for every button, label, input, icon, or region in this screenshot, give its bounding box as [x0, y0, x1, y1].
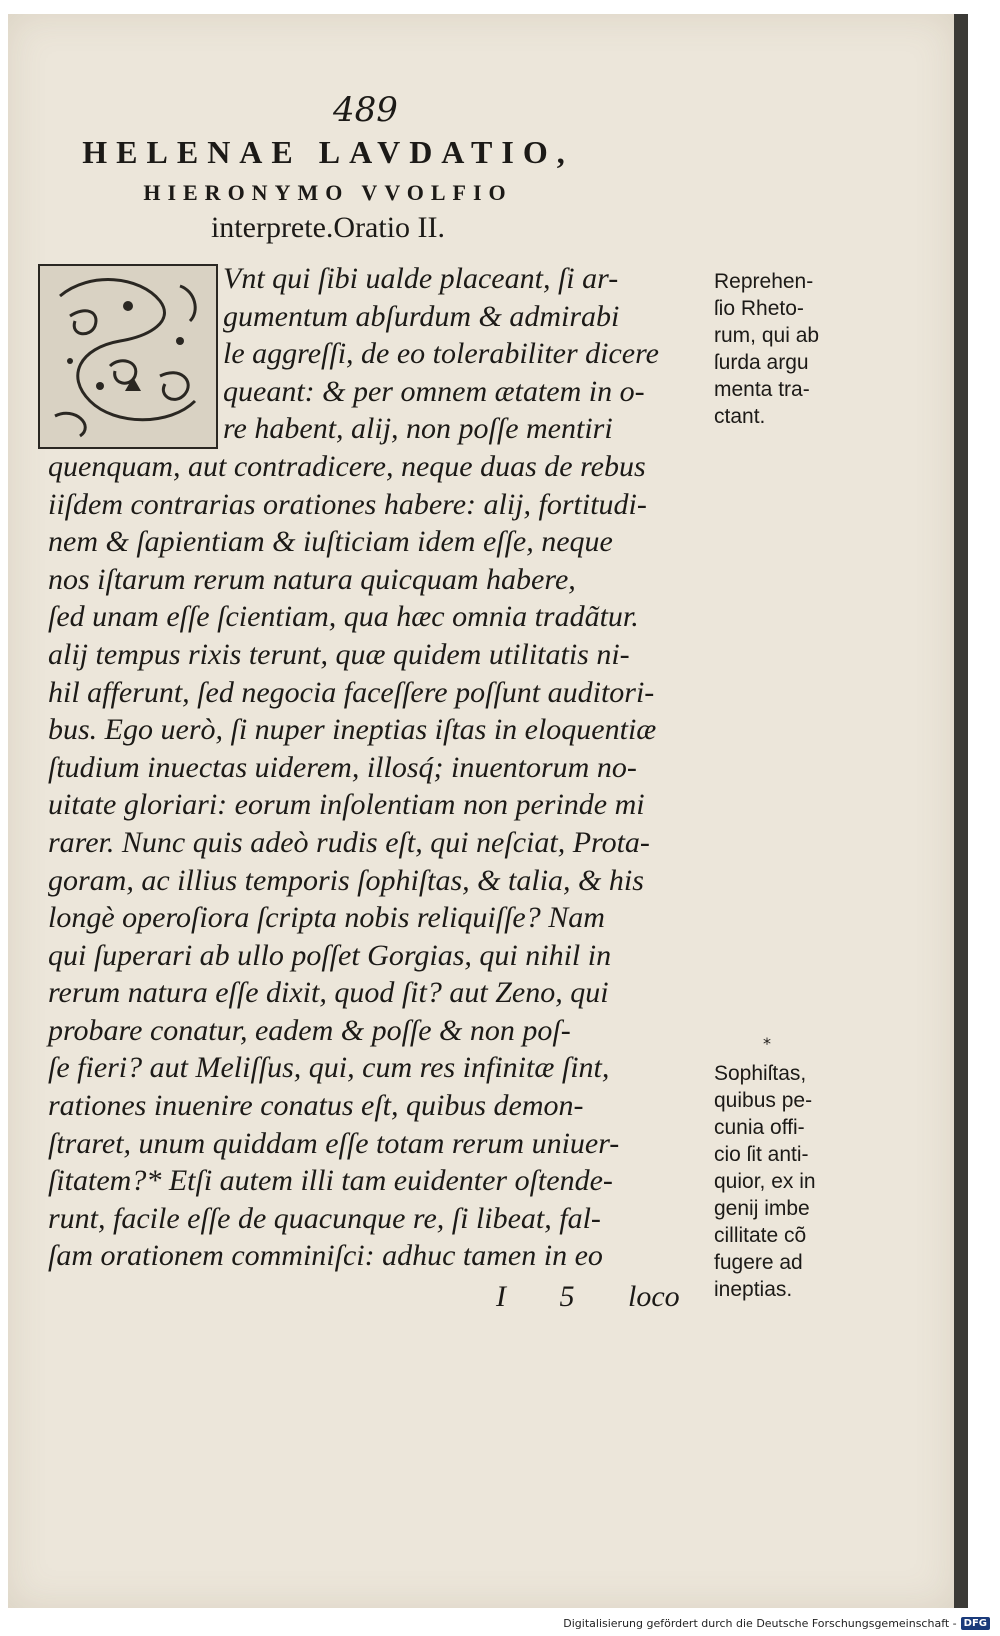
title-sub: HIERONYMO VVOLFIO: [143, 180, 513, 205]
text-line: nos iſtarum rerum natura quicquam habere,: [48, 562, 576, 596]
marginal-note-line: ſurda argu: [714, 351, 809, 374]
marginal-note-line: quibus pe-: [714, 1089, 813, 1112]
marginal-note-line: menta tra-: [714, 378, 810, 401]
text-line: ſe fieri? aut Meliſſus, qui, cum res infinitæ ſint,: [48, 1051, 610, 1085]
text-line: le aggreſſi, de eo tolerabiliter dicere: [223, 337, 659, 371]
book-page: [8, 14, 968, 1608]
text-line: ſed unam eſſe ſcientiam, qua hæc omnia tradãtur.: [48, 600, 639, 634]
text-line: bus. Ego uerò, ſi nuper ineptias iſtas in eloquentiæ: [48, 713, 657, 747]
marginal-note-line: Sophiſtas,: [714, 1062, 807, 1085]
funding-text: Digitalisierung gefördert durch die Deutsche Forschungsgemeinschaft -: [563, 1617, 957, 1630]
text-line: ſitatem?* Etſi autem illi tam euidenter oſtende-: [48, 1164, 613, 1198]
marginal-note: [714, 1060, 844, 1303]
marginal-note-line: ſio Rheto-: [714, 297, 804, 320]
text-line: rarer. Nunc quis adeò rudis eſt, qui neſciat, Prota-: [48, 825, 650, 859]
title-main: HELENAE LAVDATIO,: [82, 134, 574, 170]
dfg-logo-icon: DFG: [961, 1617, 990, 1630]
text-line: ſam orationem comminiſci: adhuc tamen in eo: [48, 1239, 603, 1273]
text-line: iiſdem contrarias orationes habere: alij, fortitudi-: [48, 487, 647, 521]
text-line: uitate gloriari: eorum inſolentiam non perinde mi: [48, 788, 645, 822]
marginal-note-line: genij imbe: [714, 1197, 810, 1220]
signature-line: [496, 1280, 696, 1314]
text-line: probare conatur, eadem & poſſe & non poſ-: [48, 1013, 571, 1047]
marginal-note-line: Reprehen-: [714, 270, 814, 293]
body-text: [48, 260, 698, 1275]
funding-footer: [563, 1617, 990, 1630]
marginal-note-line: rum, qui ab: [714, 324, 820, 347]
text-line: alij tempus rixis terunt, quæ quidem utilitatis ni-: [48, 637, 630, 671]
signature-number: 5: [559, 1280, 575, 1313]
text-line: ſtraret, unum quiddam eſſe totam rerum uniuer-: [48, 1126, 620, 1160]
text-line: ſtudium inuectas uiderem, illosq́; inuentorum no-: [48, 750, 637, 784]
text-line: nem & ſapientiam & iuſticiam idem eſſe, neque: [48, 525, 613, 559]
text-line: quenquam, aut contradicere, neque duas de rebus: [48, 449, 646, 483]
text-line: qui ſuperari ab ullo poſſet Gorgias, qui nihil in: [48, 938, 612, 972]
marginal-note-line: quior, ex in: [714, 1170, 816, 1193]
text-line: Vnt qui ſibi ualde placeant, ſi ar-: [223, 262, 619, 295]
marginal-note-line: cunia offi-: [714, 1116, 805, 1139]
text-line: queant: & per omnem ætatem in o-: [223, 374, 645, 408]
marginal-note-line: cillitate cõ: [714, 1224, 807, 1247]
marginal-asterisk: *: [763, 1034, 771, 1053]
text-line: runt, facile eſſe de quacunque re, ſi libeat, fal-: [48, 1201, 601, 1235]
page-number: 489: [333, 90, 398, 130]
text-line: gumentum abſurdum & admirabi: [223, 299, 620, 333]
marginal-note-line: ineptias.: [714, 1278, 793, 1301]
marginal-note-line: fugere ad: [714, 1251, 803, 1274]
text-line: hil afferunt, ſed negocia faceſſere poſſunt auditori-: [48, 675, 655, 709]
text-line: rerum natura eſſe dixit, quod ſit? aut Zeno, qui: [48, 976, 609, 1010]
text-line: goram, ac illius temporis ſophiſtas, & talia, & his: [48, 863, 644, 897]
marginal-note: [714, 268, 844, 430]
text-line: rationes inuenire conatus eſt, quibus demon-: [48, 1089, 584, 1123]
text-line: re habent, alij, non poſſe mentiri: [223, 412, 613, 446]
text-line: longè operoſiora ſcripta nobis reliquiſſe? Nam: [48, 901, 605, 935]
signature-mark: I: [496, 1280, 506, 1313]
marginal-note-line: ctant.: [714, 405, 766, 428]
title-third: interprete.Oratio II.: [210, 211, 446, 244]
catchword: loco: [628, 1280, 680, 1313]
marginal-note-line: cio ſit anti-: [714, 1143, 809, 1166]
